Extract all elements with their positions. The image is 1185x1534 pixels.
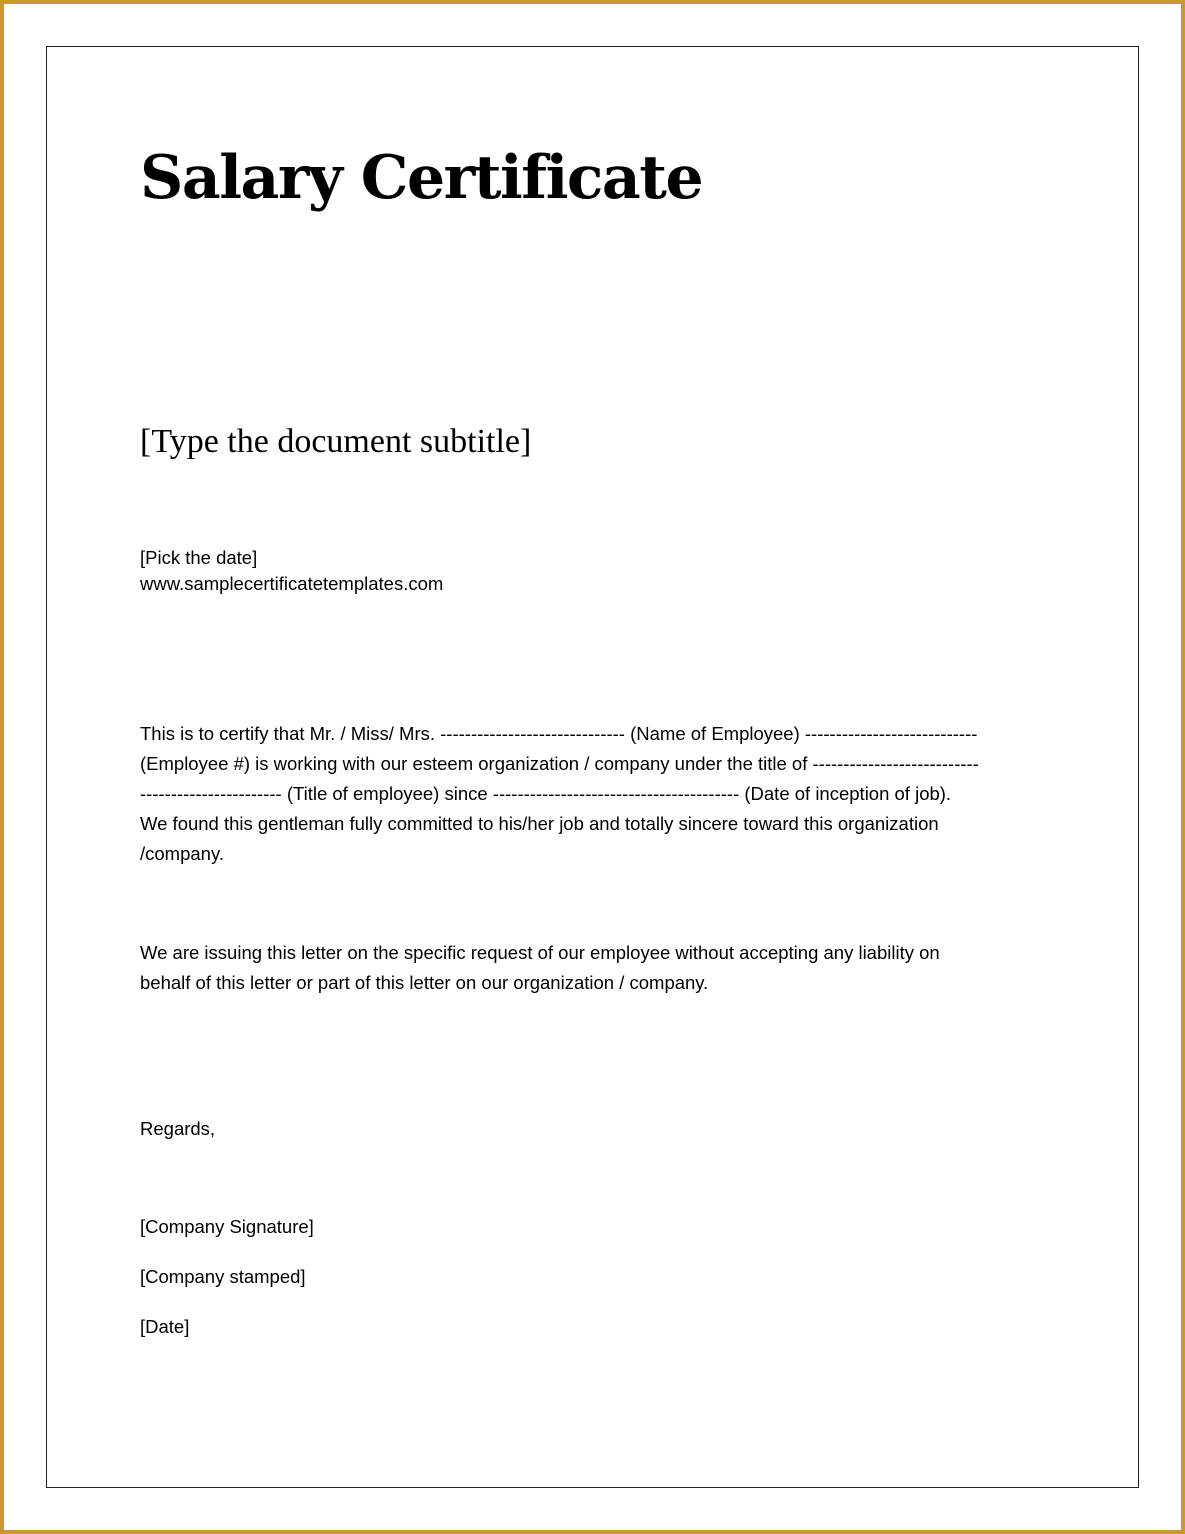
company-signature-placeholder: [Company Signature] [140, 1216, 314, 1237]
date-placeholder: [Pick the date] [140, 547, 258, 568]
liability-paragraph [140, 938, 1050, 998]
paragraph-line: (Employee #) is working with our esteem organization / company under the title of --------------------------- [140, 753, 979, 774]
certification-paragraph [140, 719, 1050, 869]
paragraph-line: We found this gentleman fully committed to his/her job and totally sincere toward this organization [140, 813, 939, 834]
paragraph-line: We are issuing this letter on the specific request of our employee without accepting any liability on [140, 942, 940, 963]
company-stamp-placeholder: [Company stamped] [140, 1266, 306, 1287]
paragraph-line: ----------------------- (Title of employee) since ---------------------------------------- (Date of inception of job). [140, 783, 952, 804]
document-subtitle: [Type the document subtitle] [140, 423, 532, 460]
document-title: Salary Certificate [140, 143, 703, 213]
regards-text: Regards, [140, 1118, 216, 1139]
document-page [46, 46, 1139, 1488]
document-meta [140, 545, 443, 597]
paragraph-line: This is to certify that Mr. / Miss/ Mrs. ------------------------------ (Name of Employee) ---------------------------- [140, 723, 978, 744]
paragraph-line: /company. [140, 843, 224, 864]
date-placeholder-bottom: [Date] [140, 1316, 190, 1337]
website-text: www.samplecertificatetemplates.com [140, 573, 444, 594]
paragraph-line: behalf of this letter or part of this letter on our organization / company. [140, 972, 709, 993]
